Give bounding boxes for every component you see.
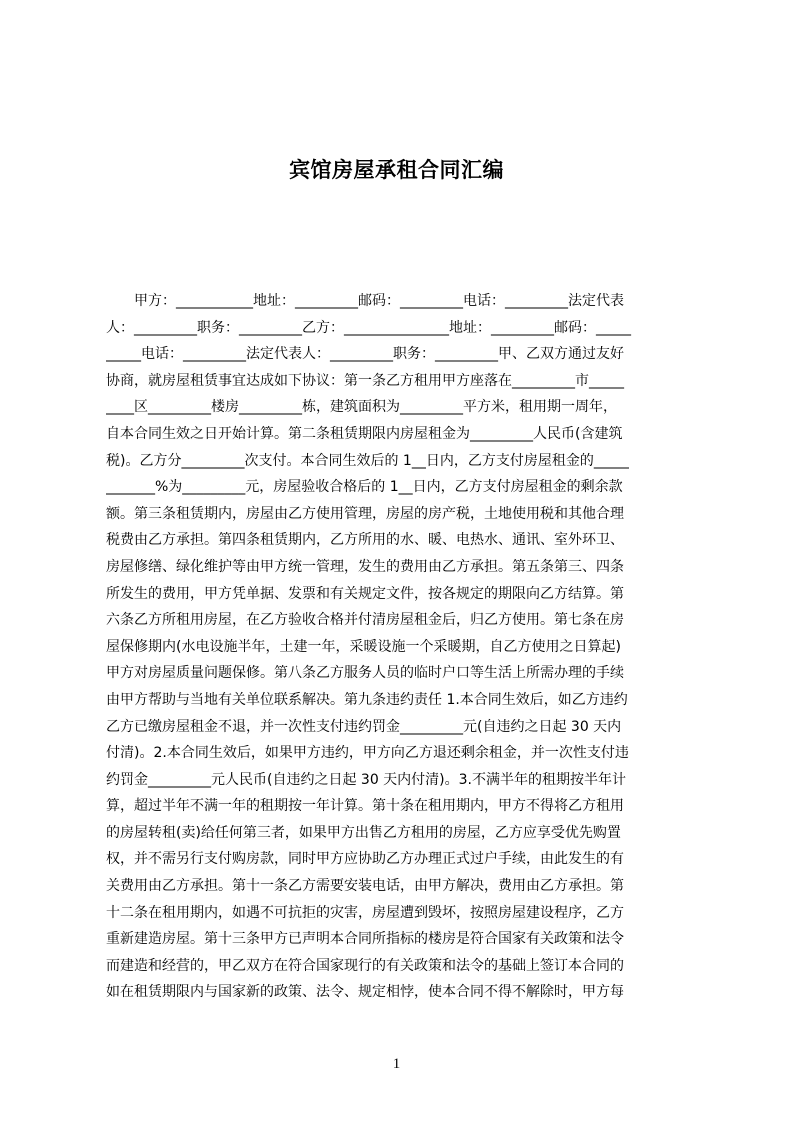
text-line: 屋保修期内(水电设施半年，土建一年，采暖设施一个采暖期，自乙方使用之日算起) (106, 638, 621, 655)
text-line: 税费由乙方承担。第四条租赁期内，乙方所用的水、暖、电热水、通讯、室外环卫、 (106, 532, 624, 549)
text-line: 额。第三条租赁期内，房屋由乙方使用管理，房屋的房产税，土地使用税和其他合理 (106, 505, 624, 522)
page-number: 1 (392, 1056, 401, 1072)
text-line: _______%为_________元，房屋验收合格后的 1__日内，乙方支付房屋租金的剩余款 (106, 479, 623, 496)
text-line: 由甲方帮助与当地有关单位联系解决。第九条违约责任 1.本合同生效后，如乙方违约 (106, 691, 628, 708)
text-line: 约罚金_________元人民币(自违约之日起 30 天内付清)。3.不满半年的租期按半年计 (106, 771, 626, 788)
text-line: 而建造和经营的，甲乙双方在符合国家现行的有关政策和法令的基础上签订本合同的 (106, 957, 624, 974)
text-line: 协商，就房屋租赁事宜达成如下协议：第一条乙方租用甲方座落在_________市_____ (106, 372, 624, 389)
text-line: 算，超过半年不满一年的租期按一年计算。第十条在租用期内，甲方不得将乙方租用 (106, 798, 624, 815)
text-line: 付清)。2.本合同生效后，如果甲方违约，甲方向乙方退还剩余租金，并一次性支付违 (106, 745, 629, 762)
text-line: 自本合同生效之日开始计算。第二条租赁期限内房屋租金为_________人民币(含建筑 (106, 425, 623, 442)
text-line: 如在租赁期限内与国家新的政策、法令、规定相悖，使本合同不得不解除时，甲方每 (106, 984, 624, 1001)
text-line: 关费用由乙方承担。第十一条乙方需要安装电话，由甲方解决，费用由乙方承担。第 (106, 878, 624, 895)
text-line: 重新建造房屋。第十三条甲方已声明本合同所指标的楼房是符合国家有关政策和法令 (106, 931, 624, 948)
text-line: 房屋修缮、绿化维护等由甲方统一管理，发生的费用由乙方承担。第五条第三、四条 (106, 558, 624, 575)
document-title: 宾馆房屋承租合同汇编 (289, 158, 504, 183)
text-line: 税)。乙方分_________次支付。本合同生效后的 1__日内，乙方支付房屋租金的_____ (106, 452, 629, 469)
text-line: 乙方已缴房屋租金不退，并一次性支付违约罚金_________元(自违约之日起 30 天内 (106, 718, 622, 735)
text-line: 十二条在租用期内，如遇不可抗拒的灾害，房屋遭到毁坏，按照房屋建设程序，乙方 (106, 904, 624, 921)
text-line: ____区_________楼房_________栋，建筑面积为_________平方米，租用期一周年， (106, 399, 617, 416)
text-line: 甲方对房屋质量问题保修。第八条乙方服务人员的临时户口等生活上所需办理的手续 (106, 665, 624, 682)
text-line: 甲方：___________地址：_________邮码：_________电话：_________法定代表 (106, 293, 624, 309)
text-line: 人：_________职务：_________乙方：_______________地址：_________邮码：_____ (106, 319, 631, 336)
text-line: _____电话：_________法定代表人：_________职务：_________甲、乙双方通过友好 (106, 346, 624, 363)
text-line: 的房屋转租(卖)给任何第三者，如果甲方出售乙方租用的房屋，乙方应享受优先购置 (106, 824, 621, 841)
text-line: 权，并不需另行支付购房款，同时甲方应协助乙方办理正式过户手续，由此发生的有 (106, 851, 624, 868)
text-line: 六条乙方所租用房屋，在乙方验收合格并付清房屋租金后，归乙方使用。第七条在房 (106, 612, 624, 629)
contract-body (106, 288, 700, 1006)
text-line: 所发生的费用，甲方凭单据、发票和有关规定文件，按各规定的期限向乙方结算。第 (106, 585, 624, 602)
